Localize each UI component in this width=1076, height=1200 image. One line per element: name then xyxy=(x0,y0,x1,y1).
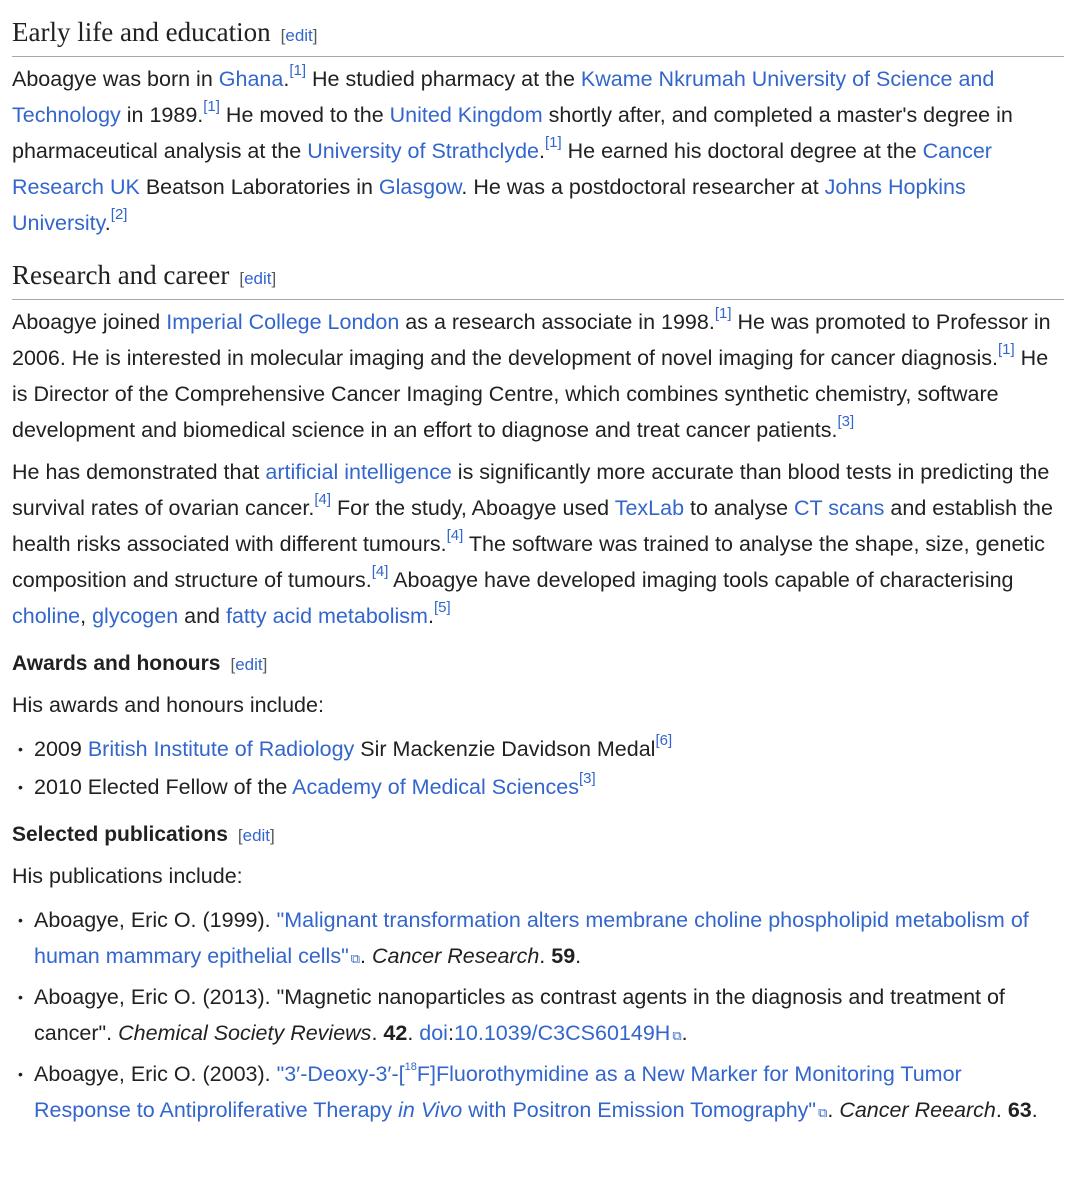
publications-list xyxy=(12,902,1064,1131)
heading-text: Research and career xyxy=(12,260,230,290)
link-fatty-acid-metabolism[interactable]: fatty acid metabolism xyxy=(226,604,428,628)
text: "3′-Deoxy-3′-[ xyxy=(276,1062,405,1086)
paragraph-early-life xyxy=(12,61,1064,241)
text: . xyxy=(371,1021,384,1045)
list-item xyxy=(12,902,1064,977)
edit-link-research[interactable]: edit xyxy=(244,269,272,288)
ref-link[interactable]: [2] xyxy=(110,205,128,223)
text: as a research associate in 1998. xyxy=(399,310,715,334)
awards-list xyxy=(12,731,1064,805)
section-heading-research xyxy=(12,253,1064,300)
paragraph-research-2 xyxy=(12,454,1064,634)
text: 2010 Elected Fellow of the xyxy=(34,775,293,799)
heading-text: Awards and honours xyxy=(12,652,221,675)
text: Beatson Laboratories in xyxy=(139,175,379,199)
text: . He was a postdoctoral researcher at xyxy=(461,175,825,199)
link-strathclyde[interactable]: University of Strathclyde xyxy=(307,139,539,163)
edit-link-awards[interactable]: edit xyxy=(235,655,263,674)
link-johns-hopkins[interactable]: Johns Hopkins University xyxy=(12,175,966,235)
edit-link-early-life[interactable]: edit xyxy=(285,26,313,45)
citation-volume: 63 xyxy=(1007,1098,1032,1122)
citation-title-link[interactable]: "Malignant transformation alters membrane choline phospholipid metabolism of human mammary epithelial cells" xyxy=(34,908,1029,968)
text: . xyxy=(104,211,111,235)
text: . xyxy=(539,139,545,163)
link-knust[interactable]: Kwame Nkrumah University of Science and Technology xyxy=(12,67,995,127)
heading-text: Selected publications xyxy=(12,823,228,846)
text: The software was trained to analyse the shape, size, genetic composition and structure of tumours. xyxy=(12,532,1045,592)
text: He moved to the xyxy=(219,103,390,127)
text: . xyxy=(995,1098,1008,1122)
text: and xyxy=(178,604,226,628)
citation-author: Aboagye, Eric O. (2003). xyxy=(34,1062,277,1086)
text: . xyxy=(681,1021,688,1045)
link-united-kingdom[interactable]: United Kingdom xyxy=(389,103,543,127)
text: He is Director of the Comprehensive Cancer Imaging Centre, which combines synthetic chemistry, software development and biomedical science in an effort to diagnose and treat cancer patients. xyxy=(12,346,1049,442)
citation-journal: Cancer Reearch xyxy=(839,1098,996,1122)
external-link-icon: ⧉ xyxy=(818,1105,828,1120)
text: He studied pharmacy at the xyxy=(306,67,581,91)
text: , xyxy=(80,604,93,628)
text: in Vivo xyxy=(398,1098,463,1122)
text: Sir Mackenzie Davidson Medal xyxy=(354,737,656,761)
list-item xyxy=(12,769,1064,805)
text: . xyxy=(360,944,372,968)
text: Aboagye was born in xyxy=(12,67,219,91)
paragraph-research-1 xyxy=(12,304,1064,448)
ref-link[interactable]: [4] xyxy=(371,562,389,580)
citation-author: Aboagye, Eric O. (2013). xyxy=(34,985,277,1009)
ref-link[interactable]: [1] xyxy=(203,97,220,115)
ref-link[interactable]: [1] xyxy=(714,304,732,322)
edit-section: [edit] xyxy=(280,26,318,45)
isotope-superscript: 18 xyxy=(404,1060,417,1073)
text: with Positron Emission Tomography" xyxy=(462,1098,817,1122)
text: . xyxy=(106,1021,119,1045)
ref-link[interactable]: [1] xyxy=(289,61,307,79)
edit-section: [edit] xyxy=(230,655,268,674)
citation-title: "Magnetic nanoparticles as contrast agents in the diagnosis and treatment of cancer" xyxy=(34,985,1005,1045)
text: in 1989. xyxy=(120,103,204,127)
list-item xyxy=(12,979,1064,1054)
link-ghana[interactable]: Ghana xyxy=(218,67,284,91)
text: F]Fluorothymidine as a New Marker for Monitoring Tumor Response to Antiproliferative Therapy xyxy=(34,1062,962,1122)
link-ct-scans[interactable]: CT scans xyxy=(794,496,885,520)
ref-link[interactable]: [4] xyxy=(314,490,332,508)
section-heading-early-life xyxy=(12,10,1064,57)
external-link-icon: ⧉ xyxy=(672,1028,682,1043)
text: He has demonstrated that xyxy=(12,460,266,484)
link-imperial-college[interactable]: Imperial College London xyxy=(166,310,400,334)
link-glycogen[interactable]: glycogen xyxy=(92,604,179,628)
citation-volume: 59 xyxy=(551,944,576,968)
text: . xyxy=(283,67,290,91)
text: : xyxy=(447,1021,454,1045)
link-academy-of-medical-sciences[interactable]: Academy of Medical Sciences xyxy=(292,775,579,799)
ref-link[interactable]: [1] xyxy=(998,340,1015,358)
link-glasgow[interactable]: Glasgow xyxy=(378,175,462,199)
link-choline[interactable]: choline xyxy=(12,604,81,628)
list-item xyxy=(12,731,1064,767)
text: . xyxy=(827,1098,840,1122)
doi-label-link[interactable]: doi xyxy=(419,1021,448,1045)
section-heading-awards xyxy=(12,648,1064,681)
text: Aboagye have developed imaging tools capable of characterising xyxy=(388,568,1014,592)
external-link-icon: ⧉ xyxy=(350,951,361,966)
list-item xyxy=(12,1056,1064,1131)
awards-intro: His awards and honours include: xyxy=(12,693,324,717)
citation-volume: 42 xyxy=(383,1021,408,1045)
text: . xyxy=(539,944,552,968)
doi-link[interactable]: 10.1039/C3CS60149H xyxy=(453,1021,671,1045)
ref-link[interactable]: [1] xyxy=(544,133,562,151)
link-texlab[interactable]: TexLab xyxy=(614,496,685,520)
edit-link-publications[interactable]: edit xyxy=(242,826,271,845)
text: and establish the health risks associated with different tumours. xyxy=(12,496,1053,556)
text: to analyse xyxy=(684,496,795,520)
ref-link[interactable]: [5] xyxy=(433,598,451,616)
ref-link[interactable]: [6] xyxy=(655,731,673,749)
edit-section: [edit] xyxy=(237,826,275,845)
ref-link[interactable]: [3] xyxy=(837,412,855,430)
citation-author: Aboagye, Eric O. (1999). xyxy=(34,908,277,932)
text: For the study, Aboagye used xyxy=(331,496,615,520)
citation-journal: Cancer Research xyxy=(371,944,540,968)
edit-section: [edit] xyxy=(239,269,277,288)
text: . xyxy=(407,1021,420,1045)
heading-text: Early life and education xyxy=(12,17,271,47)
text: . xyxy=(427,604,434,628)
text: Aboagye joined xyxy=(12,310,167,334)
section-heading-publications xyxy=(12,819,1064,852)
text: He earned his doctoral degree at the xyxy=(561,139,923,163)
text: 2009 xyxy=(34,737,88,761)
publications-intro: His publications include: xyxy=(12,864,243,888)
citation-journal: Chemical Society Reviews xyxy=(118,1021,372,1045)
link-artificial-intelligence[interactable]: artificial intelligence xyxy=(265,460,452,484)
text: shortly after, and completed a master's degree in pharmaceutical analysis at the xyxy=(12,103,1013,163)
text: is significantly more accurate than blood tests in predicting the survival rates of ovarian cancer. xyxy=(12,460,1050,520)
link-british-institute-of-radiology[interactable]: British Institute of Radiology xyxy=(87,737,355,761)
text: He was promoted to Professor in 2006. He is interested in molecular imaging and the development of novel imaging for cancer diagnosis. xyxy=(12,310,1051,370)
ref-link[interactable]: [3] xyxy=(578,769,596,787)
text: . xyxy=(575,944,582,968)
text: . xyxy=(1031,1098,1038,1122)
link-cancer-research-uk[interactable]: Cancer Research UK xyxy=(12,139,992,199)
ref-link[interactable]: [4] xyxy=(446,526,464,544)
